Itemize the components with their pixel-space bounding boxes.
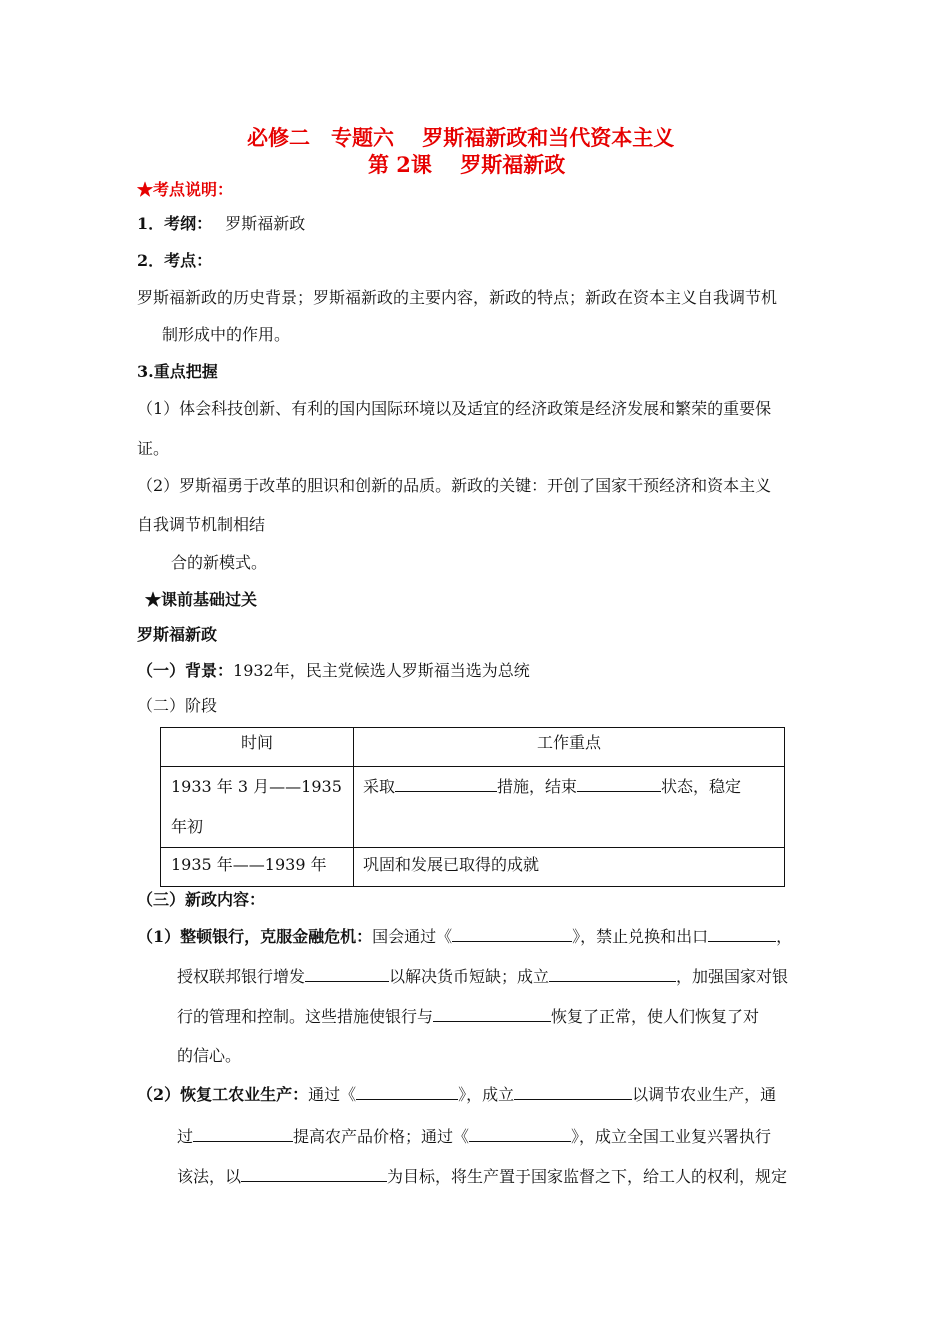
- key-point-2-line2: 自我调节机制相结: [137, 515, 266, 534]
- fill-blank[interactable]: [514, 1084, 632, 1100]
- fill-blank[interactable]: [577, 776, 661, 792]
- table-cell-focus: 巩固和发展已取得的成就: [354, 848, 785, 887]
- fill-blank[interactable]: [395, 776, 497, 792]
- content-text: 国会通过《: [372, 927, 453, 946]
- page-title: 必修二 专题六 罗斯福新政和当代资本主义: [247, 125, 675, 150]
- table-row: [161, 848, 785, 887]
- content-text: 通过《: [308, 1085, 357, 1104]
- background-label: （一）背景：: [137, 661, 234, 680]
- basics-heading: ★课前基础过关: [145, 590, 258, 609]
- content-text: 恢复了正常，使人们恢复了对: [551, 1007, 760, 1026]
- exam-notes-heading: ★考点说明：: [137, 180, 234, 199]
- fill-blank[interactable]: [241, 1166, 387, 1182]
- table-cell-focus: [354, 767, 785, 848]
- exam-points-label: 2．考点：: [137, 251, 213, 270]
- content-text: 行的管理和控制。这些措施使银行与: [177, 1007, 434, 1026]
- table-cell-time: [161, 767, 354, 848]
- table-row: [161, 767, 785, 848]
- content-text: 》，成立: [458, 1085, 515, 1104]
- content-p1-line3: [177, 1006, 759, 1027]
- content-p2-line2: [177, 1126, 771, 1147]
- focus-text-c: 状态，稳定: [661, 777, 742, 796]
- fill-blank[interactable]: [452, 926, 572, 942]
- fill-blank[interactable]: [356, 1084, 458, 1100]
- table-header-row: [161, 728, 785, 767]
- content-text: 》，成立全国工业复兴署执行: [571, 1127, 772, 1146]
- background-text: 1932年，民主党候选人罗斯福当选为总统: [233, 661, 530, 680]
- exam-outline-label: 1．考纲：: [137, 214, 213, 233]
- lesson-title: 第 2课 罗斯福新政: [368, 152, 566, 177]
- stage-table: [160, 727, 785, 887]
- fill-blank[interactable]: [305, 966, 389, 982]
- time-line1: 1933 年 3 月——1935: [171, 777, 342, 796]
- exam-outline-item: [137, 214, 305, 234]
- content-p1-line4: 的信心。: [177, 1046, 242, 1065]
- content-text: 提高农产品价格；通过《: [293, 1127, 470, 1146]
- content-text: 》，禁止兑换和出口: [572, 927, 709, 946]
- topic-heading: 罗斯福新政: [137, 625, 218, 644]
- fill-blank[interactable]: [433, 1006, 551, 1022]
- table-header-focus: 工作重点: [354, 728, 785, 767]
- content-p2-line1: [137, 1084, 776, 1105]
- content-p2-label: （2）恢复工农业生产：: [137, 1085, 309, 1104]
- key-point-2-line1: （2）罗斯福勇于改革的胆识和创新的品质。新政的关键：开创了国家干预经济和资本主义: [137, 476, 772, 495]
- key-point-1-line1: （1）体会科技创新、有利的国内国际环境以及适宜的经济政策是经济发展和繁荣的重要保: [137, 399, 772, 418]
- background-line: [137, 661, 530, 681]
- focus-text-a: 采取: [363, 777, 396, 796]
- content-text: ，加强国家对银: [676, 967, 789, 986]
- exam-outline-value: 罗斯福新政: [225, 214, 306, 233]
- key-points-label: 3.重点把握: [137, 362, 218, 381]
- key-point-2-line3: 合的新模式。: [171, 553, 268, 572]
- content-text: ，: [776, 927, 793, 946]
- fill-blank[interactable]: [708, 926, 776, 942]
- fill-blank[interactable]: [193, 1126, 293, 1142]
- exam-points-line2: 制形成中的作用。: [162, 325, 291, 344]
- stage-label: （二）阶段: [137, 696, 218, 715]
- content-p1-line1: [137, 926, 792, 947]
- fill-blank[interactable]: [469, 1126, 571, 1142]
- content-text: 以调节农业生产，通: [632, 1085, 777, 1104]
- content-text: 过: [177, 1127, 194, 1146]
- content-heading: （三）新政内容：: [137, 890, 266, 909]
- time-line2: 年初: [171, 817, 204, 836]
- focus-text-b: 措施，结束: [497, 777, 578, 796]
- content-text: 授权联邦银行增发: [177, 967, 306, 986]
- table-header-time: 时间: [161, 728, 354, 767]
- content-text: 该法，以: [177, 1167, 242, 1186]
- content-p1-line2: [177, 966, 788, 987]
- content-p1-label: （1）整顿银行，克服金融危机：: [137, 927, 373, 946]
- exam-points-line1: 罗斯福新政的历史背景；罗斯福新政的主要内容，新政的特点；新政在资本主义自我调节机: [137, 288, 778, 307]
- content-p2-line3: [177, 1166, 787, 1187]
- content-text: 以解决货币短缺；成立: [389, 967, 550, 986]
- fill-blank[interactable]: [549, 966, 676, 982]
- table-cell-time: 1935 年——1939 年: [161, 848, 354, 887]
- content-text: 为目标，将生产置于国家监督之下，给工人的权利，规定: [387, 1167, 788, 1186]
- key-point-1-line2: 证。: [137, 439, 170, 458]
